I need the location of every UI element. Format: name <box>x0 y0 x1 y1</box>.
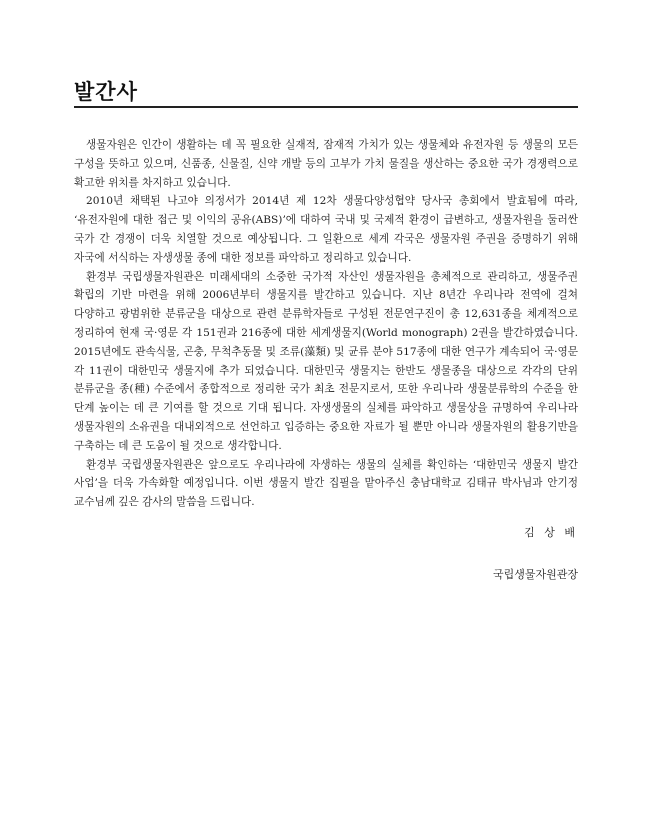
paragraph-3: 환경부 국립생물자원관은 미래세대의 소중한 국가적 자산인 생물자원을 총체적으로 관리하고, 생물주권 확립의 기반 마련을 위해 2006년부터 생물지를 발간하고 있습니다. 지난 8년간 우리나라 전역에 걸쳐 다양하고 광범위한 분류군을 대상으로 관련 분류학자들로 구성된 전문연구진이 총 12,631종을 체계적으로 정리하여 현재 국·영문 각 151권과 216종에 대한 세계생물지(World monograph) 2권을 발간하였습니다. 2015년에도 관속식물, 곤충, 무척추동물 및 조류(藻類) 및 균류 분야 517종에 대한 연구가 계속되어 국·영문 각 11권이 대한민국 생물지에 추가 되었습니다. 대한민국 생물지는 한반도 생물종을 대상으로 각각의 단위 분류군을 종(種) 수준에서 종합적으로 정리한 국가 최초 전문지로서, 또한 우리나라 생물분류학의 수준을 한 단계 높이는 데 큰 기여를 할 것으로 기대 됩니다. 자생생물의 실체를 파악하고 생물상을 규명하여 우리나라 생물자원의 소유권을 대내외적으로 선언하고 입증하는 중요한 자료가 될 뿐만 아니라 생물자원의 활용기반을 구축하는 데 큰 도움이 될 것으로 생각합니다. <box>74 270 578 452</box>
title-divider <box>74 106 578 108</box>
foreword-body <box>74 136 578 512</box>
paragraph-1: 생물자원은 인간이 생활하는 데 꼭 필요한 실재적, 잠재적 가치가 있는 생물체와 유전자원 등 생물의 모든 구성을 뜻하고 있으며, 신품종, 신물질, 신약 개발 등의 고부가 가치 물질을 생산하는 중요한 국가 경쟁력으로 확고한 위치를 차지하고 있습니다. <box>74 139 578 189</box>
signature-name: 김 상 배 <box>524 526 578 539</box>
signature-position: 국립생물자원관장 <box>492 568 578 581</box>
paragraph-2: 2010년 채택된 나고야 의정서가 2014년 제 12차 생물다양성협약 당사국 총회에서 발효됨에 따라, ‘유전자원에 대한 접근 및 이익의 공유(ABS)’에 대하여 국내 및 국제적 환경이 급변하고, 생물자원을 둘러싼 국가 간 경쟁이 더욱 치열할 것으로 예상됩니다. 그 일환으로 세계 각국은 생물자원 주권을 증명하기 위해 자국에 서식하는 자생생물 종에 대한 정보를 파악하고 정리하고 있습니다. <box>74 195 578 264</box>
paragraph-4: 환경부 국립생물자원관은 앞으로도 우리나라에 자생하는 생물의 실체를 확인하는 ‘대한민국 생물지 발간 사업’을 더욱 가속화할 예정입니다. 이번 생물지 발간 집필을 맡아주신 충남대학교 김태규 박사님과 안기정 교수님께 깊은 감사의 말씀을 드립니다. <box>74 458 578 509</box>
page-title: 발간사 <box>74 80 138 104</box>
